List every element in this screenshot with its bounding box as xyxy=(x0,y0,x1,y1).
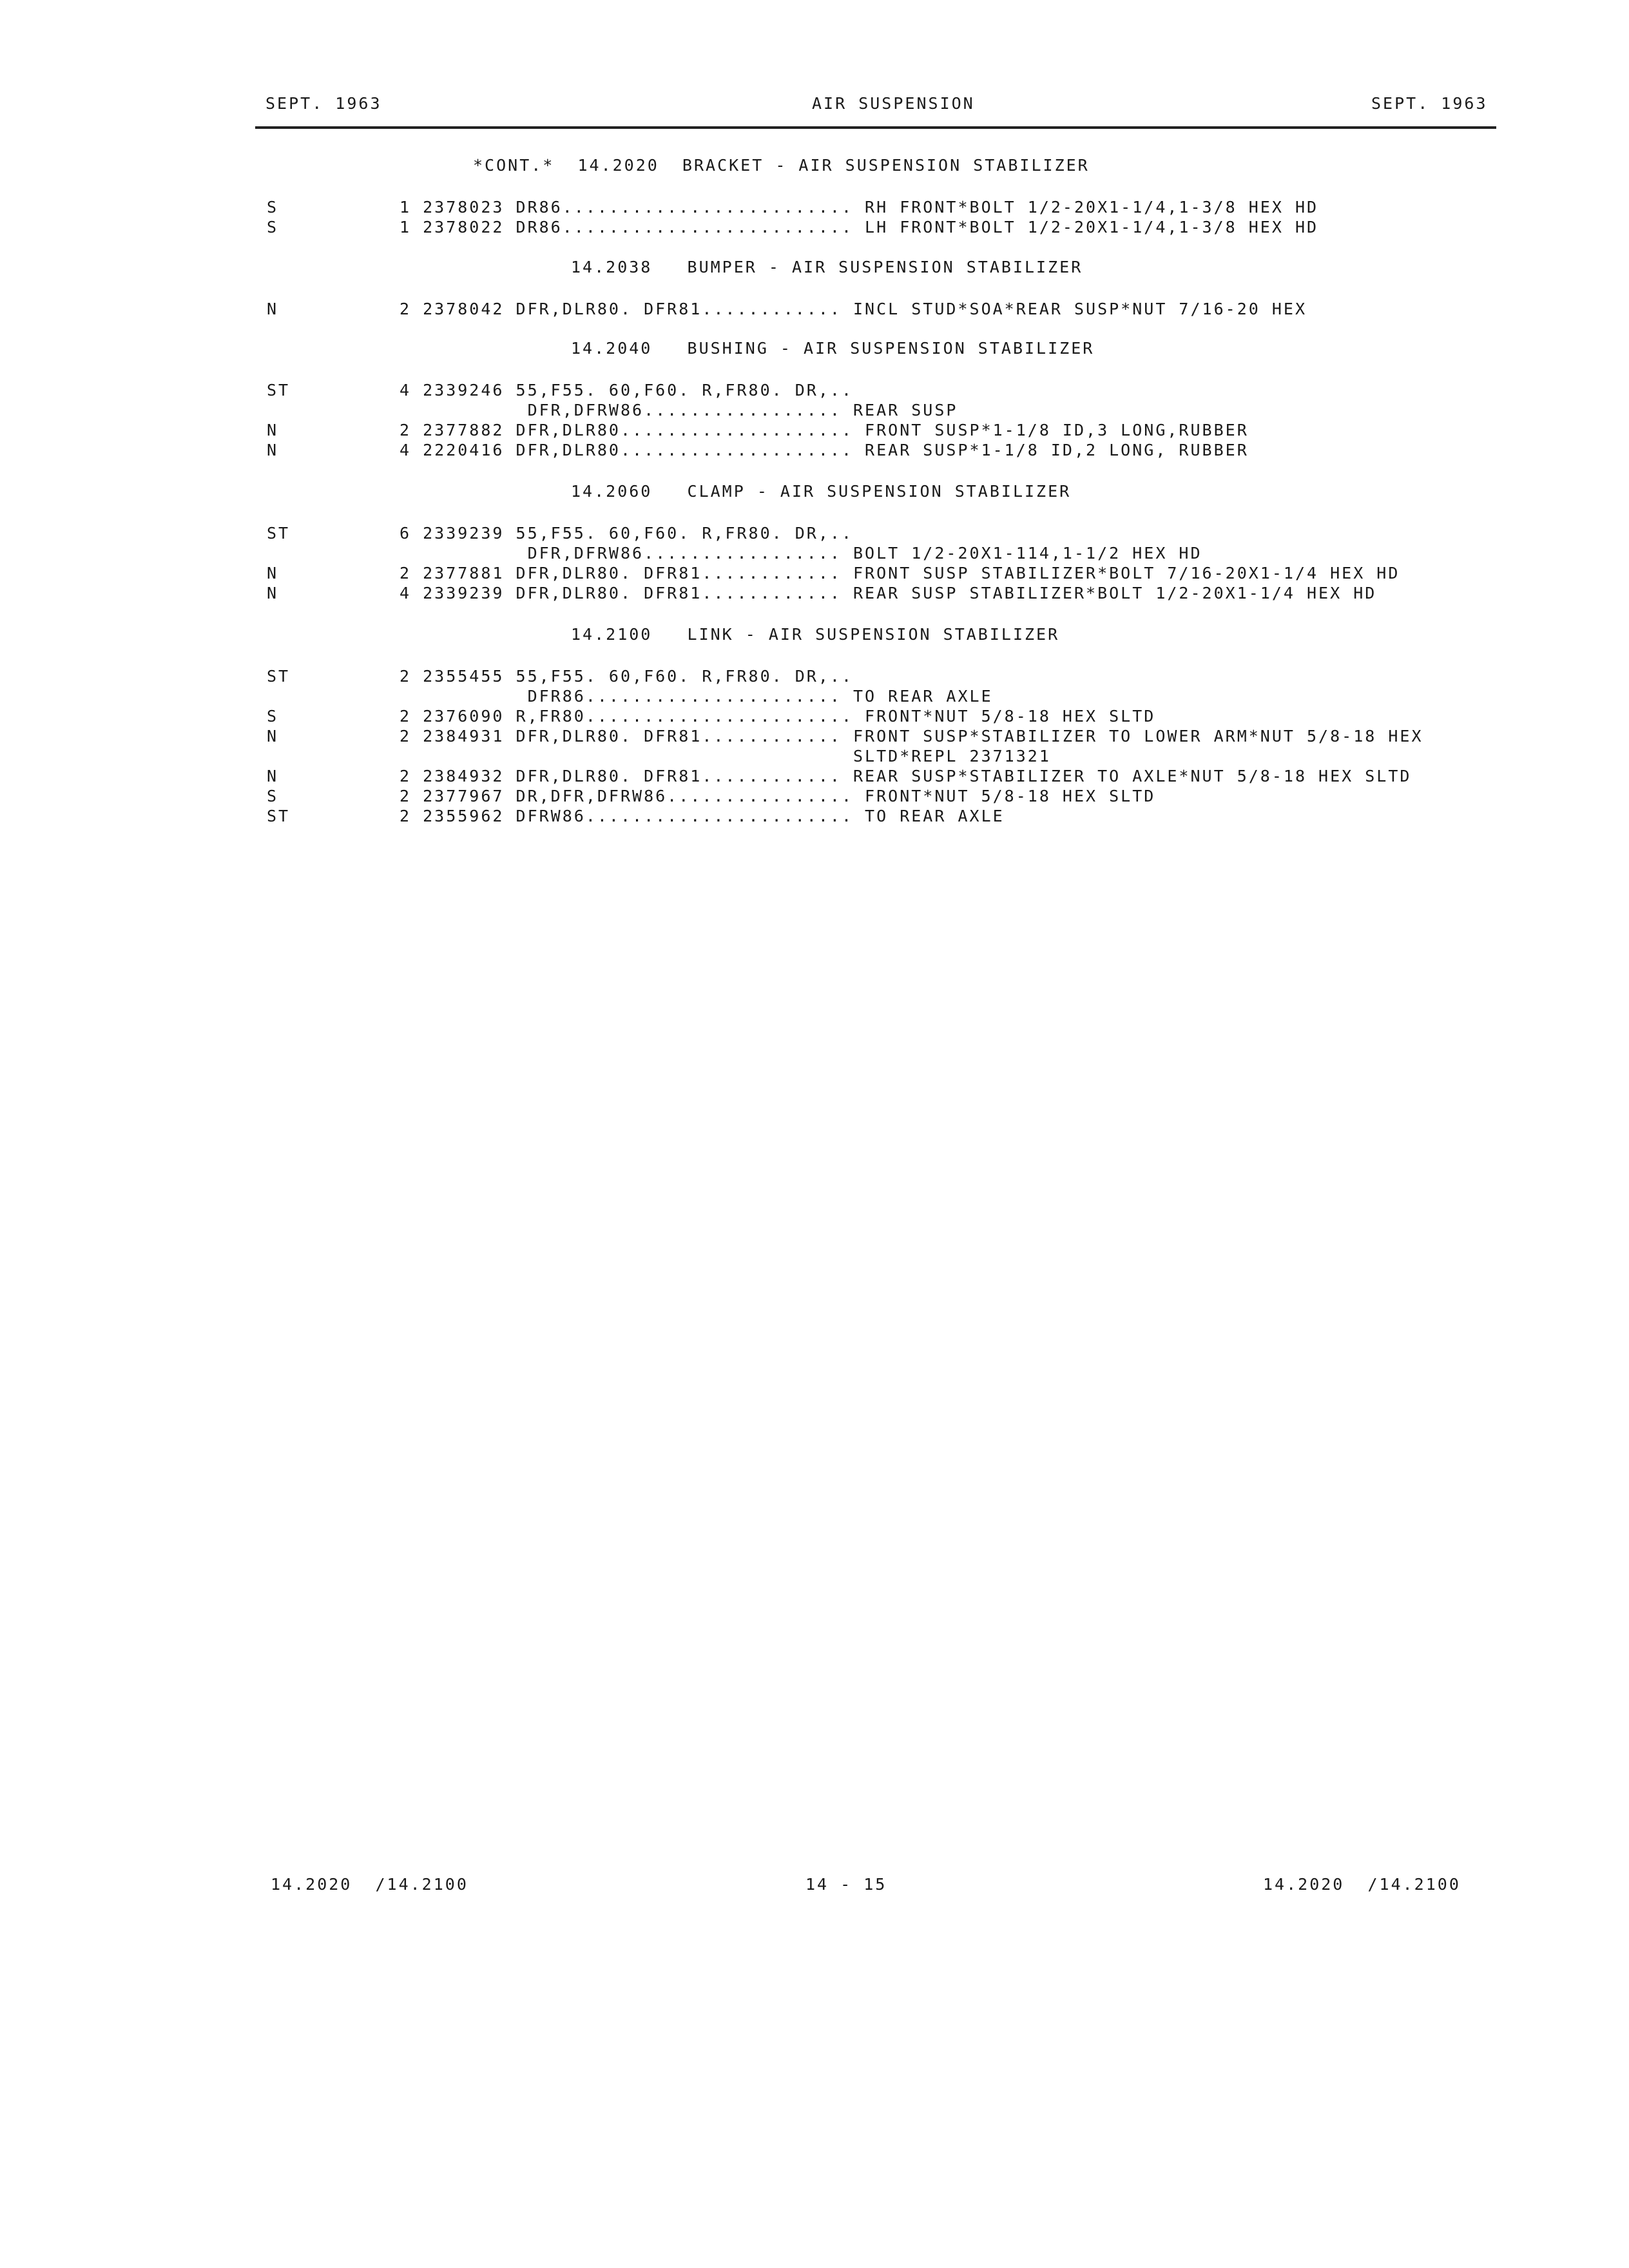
header-rule xyxy=(255,126,1496,129)
header-date-left: SEPT. 1963 xyxy=(265,94,382,113)
section-title-link: 14.2100 LINK - AIR SUSPENSION STABILIZER xyxy=(571,625,1060,644)
part-row: 4 2339239 DFR,DLR80. DFR81............ REAR SUSP STABILIZER*BOLT 1/2-20X1-1/4 HEX HD xyxy=(400,584,1377,602)
row-code: N xyxy=(267,564,279,582)
part-row: DFR,DFRW86................. BOLT 1/2-20X1-114,1-1/2 HEX HD xyxy=(400,544,1202,562)
footer-range-right: 14.2020 /14.2100 xyxy=(1263,1875,1461,1894)
footer-page-number: 14 - 15 xyxy=(805,1875,887,1894)
part-row: 1 2378023 DR86......................... RH FRONT*BOLT 1/2-20X1-1/4,1-3/8 HEX HD xyxy=(400,198,1319,216)
section-title-bracket: *CONT.* 14.2020 BRACKET - AIR SUSPENSION STABILIZER xyxy=(473,156,1090,175)
row-code: ST xyxy=(267,807,291,825)
part-row: 6 2339239 55,F55. 60,F60. R,FR80. DR,.. xyxy=(400,524,853,543)
part-row: 2 2378042 DFR,DLR80. DFR81............ INCL STUD*SOA*REAR SUSP*NUT 7/16-20 HEX xyxy=(400,300,1307,318)
part-row: SLTD*REPL 2371321 xyxy=(400,747,1051,765)
part-row: 2 2384931 DFR,DLR80. DFR81............ FRONT SUSP*STABILIZER TO LOWER ARM*NUT 5/8-18 HEX xyxy=(400,727,1423,745)
row-code: ST xyxy=(267,524,291,543)
part-row: 2 2377881 DFR,DLR80. DFR81............ FRONT SUSP STABILIZER*BOLT 7/16-20X1-1/4 HEX HD xyxy=(400,564,1400,582)
part-row: 2 2355455 55,F55. 60,F60. R,FR80. DR,.. xyxy=(400,667,853,686)
header-date-right: SEPT. 1963 xyxy=(1371,94,1488,113)
footer-range-left: 14.2020 /14.2100 xyxy=(271,1875,468,1894)
row-code: S xyxy=(267,787,279,805)
row-code: N xyxy=(267,584,279,602)
row-code: S xyxy=(267,707,279,726)
row-code: ST xyxy=(267,381,291,399)
row-code: ST xyxy=(267,667,291,686)
part-row: 4 2220416 DFR,DLR80.................... REAR SUSP*1-1/8 ID,2 LONG, RUBBER xyxy=(400,441,1249,459)
row-code: N xyxy=(267,441,279,459)
part-row: 4 2339246 55,F55. 60,F60. R,FR80. DR,.. xyxy=(400,381,853,399)
part-row: 2 2355962 DFRW86....................... TO REAR AXLE xyxy=(400,807,1005,825)
row-code: S xyxy=(267,218,279,236)
part-row: 2 2377882 DFR,DLR80.................... FRONT SUSP*1-1/8 ID,3 LONG,RUBBER xyxy=(400,421,1249,439)
section-title-bumper: 14.2038 BUMPER - AIR SUSPENSION STABILIZER xyxy=(571,258,1083,276)
row-code: N xyxy=(267,767,279,785)
part-row: 1 2378022 DR86......................... LH FRONT*BOLT 1/2-20X1-1/4,1-3/8 HEX HD xyxy=(400,218,1319,236)
part-row: DFR86...................... TO REAR AXLE xyxy=(400,687,993,706)
row-code: S xyxy=(267,198,279,216)
part-row: DFR,DFRW86................. REAR SUSP xyxy=(400,401,958,419)
row-code: N xyxy=(267,300,279,318)
part-row: 2 2384932 DFR,DLR80. DFR81............ REAR SUSP*STABILIZER TO AXLE*NUT 5/8-18 HEX SLTD xyxy=(400,767,1412,785)
row-code: N xyxy=(267,727,279,745)
section-title-bushing: 14.2040 BUSHING - AIR SUSPENSION STABILIZER xyxy=(571,339,1095,358)
section-title-clamp: 14.2060 CLAMP - AIR SUSPENSION STABILIZER xyxy=(571,482,1072,501)
part-row: 2 2376090 R,FR80....................... FRONT*NUT 5/8-18 HEX SLTD xyxy=(400,707,1156,726)
header-title: AIR SUSPENSION xyxy=(812,94,975,113)
part-row: 2 2377967 DR,DFR,DFRW86................ FRONT*NUT 5/8-18 HEX SLTD xyxy=(400,787,1156,805)
row-code: N xyxy=(267,421,279,439)
